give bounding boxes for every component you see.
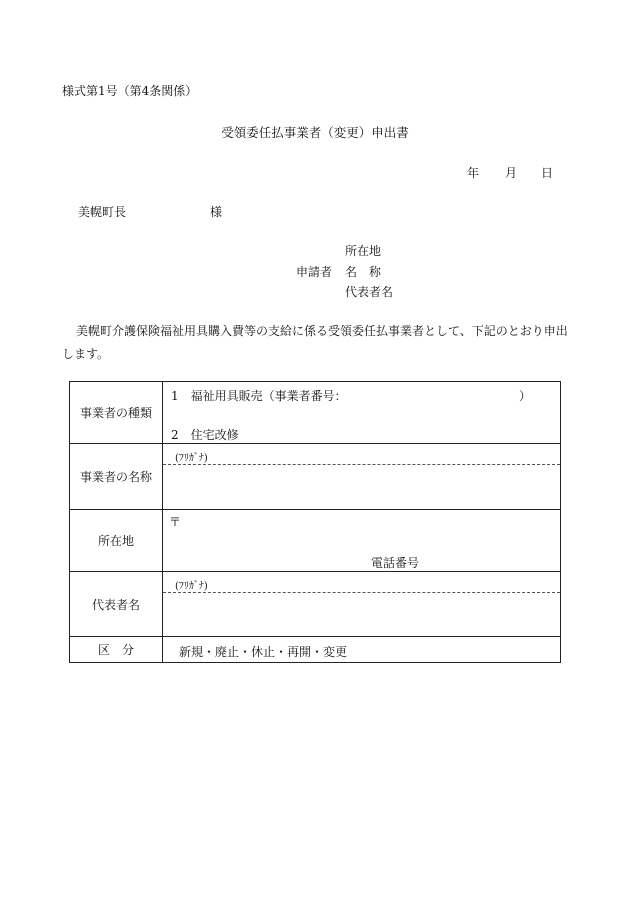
phone-label: 電話番号 xyxy=(371,556,420,570)
representative-furigana: (ﾌﾘｶﾞﾅ) xyxy=(163,572,560,593)
honorific: 様 xyxy=(210,205,223,219)
type-option-close-paren: ） xyxy=(519,389,532,403)
type-option-home-renovation[interactable]: 2 住宅改修 xyxy=(171,428,239,442)
date-day-label: 日 xyxy=(541,166,554,180)
type-option-welfare-equipment[interactable]: 1 福祉用具販売（事業者番号： xyxy=(171,389,347,403)
address-cell[interactable] xyxy=(163,510,561,572)
row-business-type xyxy=(70,382,561,444)
applicant-label: 申請者 xyxy=(296,265,333,279)
representative-cell[interactable] xyxy=(163,572,561,637)
applicant-address-label: 所在地 xyxy=(345,244,382,258)
form-number: 様式第1号（第4条関係） xyxy=(62,84,198,98)
row-representative xyxy=(70,572,561,637)
business-type-cell[interactable] xyxy=(163,382,561,444)
business-name-label: 事業者の名称 xyxy=(70,444,163,510)
applicant-name-label: 名 称 xyxy=(345,265,382,279)
business-name-furigana: (ﾌﾘｶﾞﾅ) xyxy=(163,444,560,465)
representative-label: 代表者名 xyxy=(70,572,163,637)
date-month-label: 月 xyxy=(505,166,518,180)
category-options[interactable]: 新規・廃止・休止・再開・変更 xyxy=(179,645,348,659)
addressee: 美幌町長 xyxy=(78,205,127,219)
address-label: 所在地 xyxy=(70,510,163,572)
date-year-label: 年 xyxy=(467,166,480,180)
category-label: 区 分 xyxy=(70,637,163,663)
application-table xyxy=(69,381,561,663)
applicant-rep-label: 代表者名 xyxy=(345,285,394,299)
business-type-label: 事業者の種類 xyxy=(70,382,163,444)
body-text: 美幌町介護保険福祉用具購入費等の支給に係る受領委任払事業者として、下記のとおり申出します。 xyxy=(62,324,568,361)
row-category xyxy=(70,637,561,663)
category-cell[interactable] xyxy=(163,637,561,663)
document-title: 受領委任払事業者（変更）申出書 xyxy=(221,125,409,140)
business-name-cell[interactable] xyxy=(163,444,561,510)
postal-mark: 〒 xyxy=(169,515,182,529)
row-business-name xyxy=(70,444,561,510)
row-address xyxy=(70,510,561,572)
